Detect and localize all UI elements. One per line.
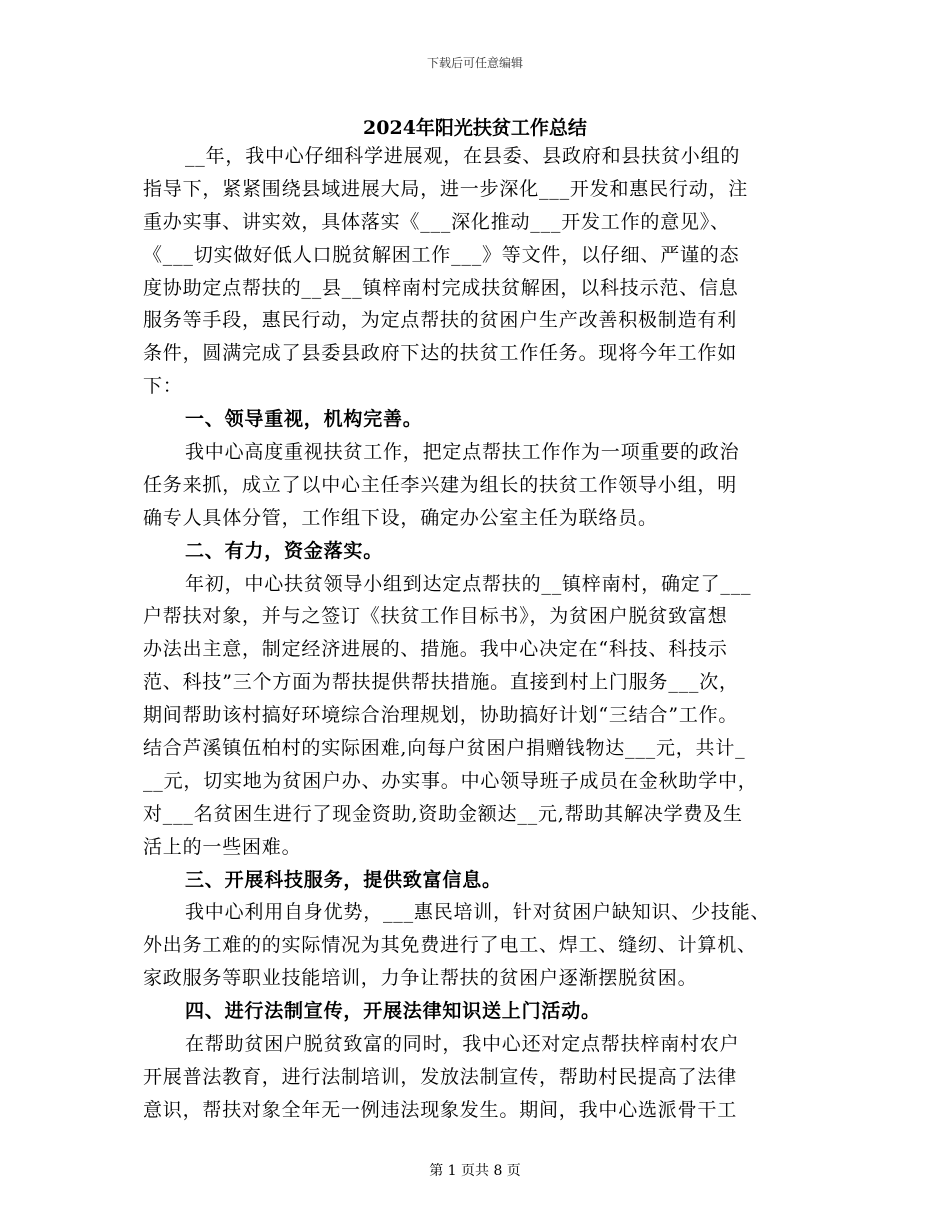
body-text-line: 范、科技”三个方面为帮扶提供帮扶措施。直接到村上门服务___次， <box>143 671 739 694</box>
body-text-line: 任务来抓，成立了以中心主任李兴建为组长的扶贫工作领导小组，明 <box>143 473 738 496</box>
body-text-line: 度协助定点帮扶的__县__镇梓南村完成扶贫解困，以科技示范、信息 <box>143 276 739 299</box>
page-footer: 第 1 页共 8 页 <box>429 1163 521 1179</box>
body-text-line: 期间帮助该村搞好环境综合治理规划，协助搞好计划“三结合”工作。 <box>143 704 739 727</box>
body-text-line: 家政服务等职业技能培训，力争让帮扶的贫困户逐渐摆脱贫困。 <box>143 967 698 990</box>
body-text-line: 在帮助贫困户脱贫致富的同时，我中心还对定点帮扶梓南村农户 <box>185 1033 740 1056</box>
body-text-line: __元，切实地为贫困户办、办实事。中心领导班子成员在金秋助学中， <box>143 769 758 792</box>
body-text-line: __年，我中心仔细科学进展观，在县委、县政府和县扶贫小组的 <box>185 145 741 167</box>
body-text-line: 条件，圆满完成了县委县政府下达的扶贫工作任务。现将今年工作如 <box>143 342 738 365</box>
body-text-line: 下： <box>143 375 183 398</box>
body-text-line: 活上的一些困难。 <box>143 835 302 858</box>
body-text-line: 办法出主意，制定经济进展的、措施。我中心决定在“科技、科技示 <box>143 638 728 661</box>
section-heading: 二、有力，资金落实。 <box>185 539 384 562</box>
body-text-line: 年初，中心扶贫领导小组到达定点帮扶的__镇梓南村，确定了___ <box>185 572 752 595</box>
body-text-line: 重办实事、讲实效，具体落实《___深化推动___开发工作的意见》、 <box>143 210 730 233</box>
document-body <box>143 140 823 1127</box>
body-text-line: 服务等手段，惠民行动，为定点帮扶的贫困户生产改善积极制造有利 <box>143 309 738 332</box>
body-text-line: 《___切实做好低人口脱贫解困工作___》等文件，以仔细、严谨的态 <box>143 243 740 266</box>
page-header: 下载后可任意编辑 <box>426 56 523 70</box>
body-text-line: 结合芦溪镇伍柏村的实际困难,向每户贫困户捐赠钱物达___元，共计_ <box>143 737 746 760</box>
body-text-line: 指导下，紧紧围绕县域进展大局，进一步深化___开发和惠民行动，注 <box>143 177 749 200</box>
document-title: 2024年阳光扶贫工作总结 <box>363 117 587 139</box>
body-text-line: 我中心高度重视扶贫工作，把定点帮扶工作作为一项重要的政治 <box>185 441 740 464</box>
body-text-line: 我中心利用自身优势，___惠民培训，针对贫困户缺知识、少技能、 <box>185 901 771 924</box>
body-text-line: 外出务工难的的实际情况为其免费进行了电工、焊工、缝纫、计算机、 <box>143 934 757 957</box>
body-text-line: 意识，帮扶对象全年无一例违法现象发生。期间，我中心选派骨干工 <box>143 1098 738 1121</box>
body-text-line: 对___名贫困生进行了现金资助,资助金额达__元,帮助其解决学费及生 <box>143 802 743 825</box>
body-text-line: 开展普法教育，进行法制培训，发放法制宣传，帮助村民提高了法律 <box>143 1065 738 1088</box>
body-text-line: 户帮扶对象，并与之签订《扶贫工作目标书》，为贫困户脱贫致富想 <box>143 605 728 628</box>
section-heading: 三、开展科技服务，提供致富信息。 <box>185 868 502 891</box>
section-heading: 四、进行法制宣传，开展法律知识送上门活动。 <box>185 1000 601 1023</box>
section-heading: 一、领导重视，机构完善。 <box>185 408 423 431</box>
body-text-line: 确专人具体分管，工作组下设，确定办公室主任为联络员。 <box>143 506 658 529</box>
